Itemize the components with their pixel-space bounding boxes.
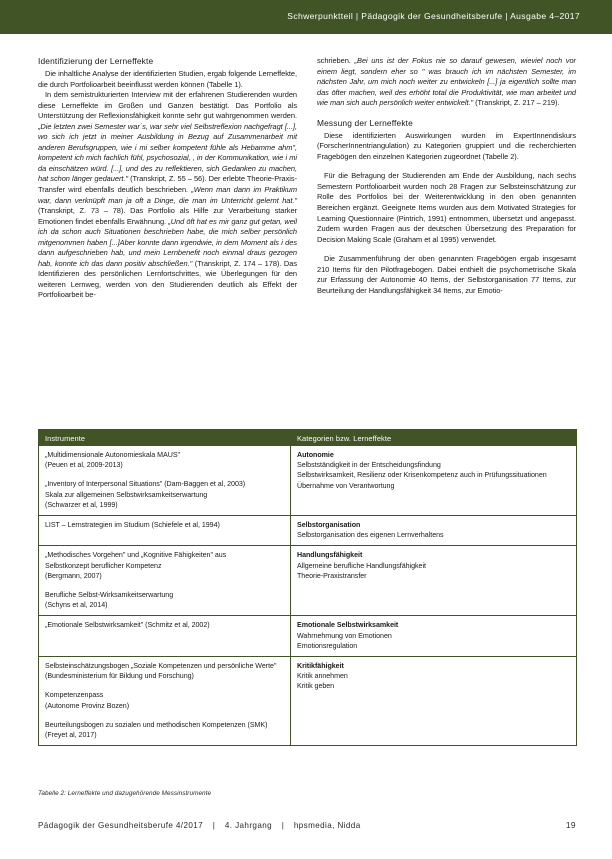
cell-categories bbox=[291, 546, 577, 616]
right-column bbox=[317, 56, 576, 301]
paragraph-spacer bbox=[317, 109, 576, 118]
category-item: Theorie-Praxistransfer bbox=[297, 571, 367, 580]
quote-theorie-praxis: „Wenn man dann im Praktikum war, dann verknüpft man ja oft a Dinge, die man im Unterricht gelernt hat." bbox=[38, 185, 297, 205]
cell-line: Selbstkonzept beruflicher Kompetenz bbox=[45, 561, 162, 570]
column-header-instrumente: Instrumente bbox=[39, 430, 291, 447]
cell-line: (Bergmann, 2007) bbox=[45, 571, 102, 580]
table-header-row bbox=[39, 430, 577, 447]
cell-line: „Methodisches Vorgehen" und „Kognitive Fähigkeiten" aus bbox=[45, 551, 227, 560]
category-item: Übernahme von Verantwortung bbox=[297, 481, 395, 490]
quote-emotionen: „Und öft hat es mir ganz gut getan, weil ich da schon auch Situationen beschrieben habe, die mich selber persönlich mitgenommen haben [...]Aber konnte dann irgendwie, in dem Moment als i des dann aufgeschrieben hab, und mein Lernbenefit noch einmal draus gezogen hab, konnte ich das dann positiv abschließen." bbox=[38, 216, 297, 268]
cell-line-gap bbox=[45, 581, 284, 590]
cell-line: Kompetenzenpass bbox=[45, 691, 104, 700]
text-run: (Transkript, Z. 217 – 219). bbox=[473, 98, 560, 108]
cell-line: Beurteilungsbogen zu sozialen und methodischen Kompetenzen (SMK) bbox=[45, 720, 268, 729]
category-title: Autonomie bbox=[297, 451, 334, 459]
paragraph-lerneffekte-analyse: Die inhaltliche Analyse der identifizierten Studien, ergab folgende Lerneffekte, die durch Portfolioarbeit beeinflusst werden können (Tabelle 1). bbox=[38, 69, 297, 89]
page-number: 19 bbox=[565, 820, 576, 830]
cell-line: „Inventory of Interpersonal Situations" (Dam-Baggen et al, 2003) bbox=[45, 480, 246, 489]
text-run: (Transkript, Z. 55 – 56). Der erlebte Theorie-Praxis-Transfer wird ebenfalls deutlich beschrieben. bbox=[38, 174, 298, 195]
table-body bbox=[39, 446, 577, 746]
text-run: (Transkript, Z. 174 – 178). Das Identifizieren des persönlichen Lernfortschrittes, wie Überlegungen für den weiteren Lernweg, werden von den Studierenden deutlich als Effekt der Portfolioarbeit be- bbox=[38, 258, 297, 300]
category-item: Selbstwirksamkeit, Resilienz oder Krisenkompetenz auch in Prüfungssituationen bbox=[297, 471, 547, 480]
paragraph-pilotfragebogen: Die Zusammenführung der oben genannten Fragebögen ergab insgesamt 210 Items für den Pilotfragebogen. Dabei enthielt die psychometrische Skala zur Erfassung der Autonomie 40 Items, der Selbstorganisation 77 Items, zur Beurteilung der Handlungsfähigkeit 34 Items, zur Emotio- bbox=[317, 254, 576, 295]
table-caption: Tabelle 2: Lerneffekte und dazugehörende Messinstrumente bbox=[38, 790, 212, 797]
cell-categories bbox=[291, 657, 577, 746]
table-row bbox=[39, 446, 577, 516]
cell-instruments bbox=[39, 516, 291, 546]
cell-instruments bbox=[39, 446, 291, 516]
category-title: Handlungsfähigkeit bbox=[297, 551, 363, 560]
paragraph-spacer bbox=[317, 162, 576, 171]
paragraph-expertinnendiskurs: Diese identifizierten Auswirkungen wurden im ExpertInnendiskurs (ForscherInnentriangulation) zu Kategorien gruppiert und die recherchierten Fragebögen den einzelnen Kategorien zugeordnet (Tabelle 2). bbox=[317, 130, 576, 161]
table-row bbox=[39, 616, 577, 657]
table-row bbox=[39, 546, 577, 616]
table-instruments-wrapper bbox=[38, 429, 576, 746]
cell-line: Selbsteinschätzungsbogen „Soziale Kompetenzen und persönliche Werte" (Bundesministerium für Bildung und Forschung) bbox=[45, 662, 277, 681]
cell-line: (Schwarzer et al, 1999) bbox=[45, 500, 118, 509]
text-run: (Transkript, Z. 73 – 78). Das Portfolio als Hilfe zur Verarbeitung starker Emotionen findet ebenfalls Erwähnung. bbox=[38, 206, 297, 226]
category-item: Emotionsregulation bbox=[297, 641, 358, 650]
paragraph-interview-befunde bbox=[38, 90, 297, 301]
left-column bbox=[38, 56, 297, 301]
text-run: In dem semistrukturierten Interview mit der erfahrenen Studierenden wurden diese Lerneffekte im Großen und Ganzen bestätigt. Das Portfolio als Unterstützung der Reflexionsfähigkeit konnte sehr gut wahrgenommen werden. bbox=[38, 90, 297, 121]
cell-instruments bbox=[39, 546, 291, 616]
category-item: Wahrnehmung von Emotionen bbox=[297, 631, 392, 640]
footer-journal: Pädagogik der Gesundheitsberufe 4/2017 bbox=[38, 821, 204, 830]
category-item: Kritik annehmen bbox=[297, 672, 348, 681]
cell-categories bbox=[291, 516, 577, 546]
category-item: Kritik geben bbox=[297, 682, 335, 691]
quote-fokus: „Bei uns ist der Fokus nie so darauf gewesen, wieviel noch vor einem liegt, sondern eher so " was brauch ich im nächsten Semester, im nächsten Jahr, um mich noch weiter zu entwickeln [...] ja eigentlich sollte man das öfter machen, weil des erhöht total die Produktivität, wie man arbeitet und wie man sich auch persönlich weiter entwickelt." bbox=[317, 56, 576, 108]
cell-instruments bbox=[39, 657, 291, 746]
cell-line: Berufliche Selbst-Wirksamkeitserwartung bbox=[45, 591, 174, 600]
cell-line: (Schyns et al, 2014) bbox=[45, 601, 108, 610]
paragraph-spacer bbox=[317, 245, 576, 254]
footer-separator: | bbox=[281, 821, 285, 830]
footer-publisher: hpsmedia, Nidda bbox=[293, 821, 361, 830]
category-title: Emotionale Selbstwirksamkeit bbox=[297, 621, 399, 630]
cell-line: LIST – Lernstrategien im Studium (Schiefele et al, 1994) bbox=[45, 521, 220, 530]
page-footer bbox=[38, 820, 576, 830]
running-head: Schwerpunktteil | Pädagogik der Gesundheitsberufe | Ausgabe 4–2017 bbox=[287, 11, 580, 21]
footer-separator: | bbox=[212, 821, 216, 830]
category-title: Kritikfähigkeit bbox=[297, 662, 344, 671]
cell-instruments bbox=[39, 616, 291, 657]
section-heading-identifizierung: Identifizierung der Lerneffekte bbox=[38, 56, 154, 66]
cell-line: (Freyet al, 2017) bbox=[45, 731, 97, 740]
quote-selbstreflexion: „Die letzten zwei Semester war´s, war sehr viel Selbstreflexion nachgefragt [...], wo sich ich jetzt in meiner Ausbildung in Bezug auf Zusammenarbeit mit anderen Berufsgruppen, wie i mi selber kompetent fühle als Hebamme ahm", kompetent ich mich fachlich fühl, psychosozial, , in der Kommunikation, wie i mi da einschätzen würd. [...], und des zu reflektieren, sich Gedanken zu machen, hat schon länger gedauert." bbox=[38, 121, 297, 184]
cell-categories bbox=[291, 616, 577, 657]
text-run: schrieben. bbox=[317, 56, 355, 65]
cell-line: Skala zur allgemeinen Selbstwirksamkeitserwartung bbox=[45, 490, 208, 499]
cell-line: (Peuen et al, 2009-2013) bbox=[45, 461, 123, 470]
cell-line-gap bbox=[45, 470, 284, 479]
cell-line: (Autonome Provinz Bozen) bbox=[45, 701, 130, 710]
cell-line: „Emotionale Selbstwirksamkeit" (Schmitz et al, 2002) bbox=[45, 621, 210, 630]
table-instruments bbox=[38, 429, 577, 746]
category-item: Selbstorganisation des eigenen Lernverhaltens bbox=[297, 531, 444, 540]
paragraph-befragung-studierende: Für die Befragung der Studierenden am Ende der Ausbildung, nach sechs Semestern Portfolioarbeit wurden noch 28 Fragen zur Selbsteinschätzung zur Rolle des Portfolios bei der Weiterentwicklung in den oben genannten Bereichen ergänzt. Geeignete Items wurden aus dem Motivated Strategies for Learning Questionnaire (Pintrich, 1991) entnommen, übersetzt und angepasst. Zudem wurden Fragen aus der deutschen Übersetzung des Preparation for Decision Making Scale (Graham et al 1995) verwendet. bbox=[317, 171, 576, 244]
section-heading-messung: Messung der Lerneffekte bbox=[317, 117, 413, 128]
footer-volume: 4. Jahrgang bbox=[224, 821, 273, 830]
column-header-kategorien: Kategorien bzw. Lerneffekte bbox=[291, 430, 577, 447]
category-title: Selbstorganisation bbox=[297, 521, 361, 530]
table-row bbox=[39, 516, 577, 546]
table-row bbox=[39, 657, 577, 746]
category-item: Selbstständigkeit in der Entscheidungsfindung bbox=[297, 461, 441, 470]
cell-categories bbox=[291, 446, 577, 516]
paragraph-lernfortschritt-continued bbox=[317, 56, 576, 109]
cell-line: „Multidimensionale Autonomieskala MAUS" bbox=[45, 451, 181, 459]
page-header-band bbox=[0, 0, 612, 34]
category-item: Allgemeine berufliche Handlungsfähigkeit bbox=[297, 561, 426, 570]
cell-line-gap bbox=[45, 711, 284, 720]
footer-imprint bbox=[38, 821, 361, 830]
article-body bbox=[38, 56, 576, 301]
cell-line-gap bbox=[45, 681, 284, 690]
